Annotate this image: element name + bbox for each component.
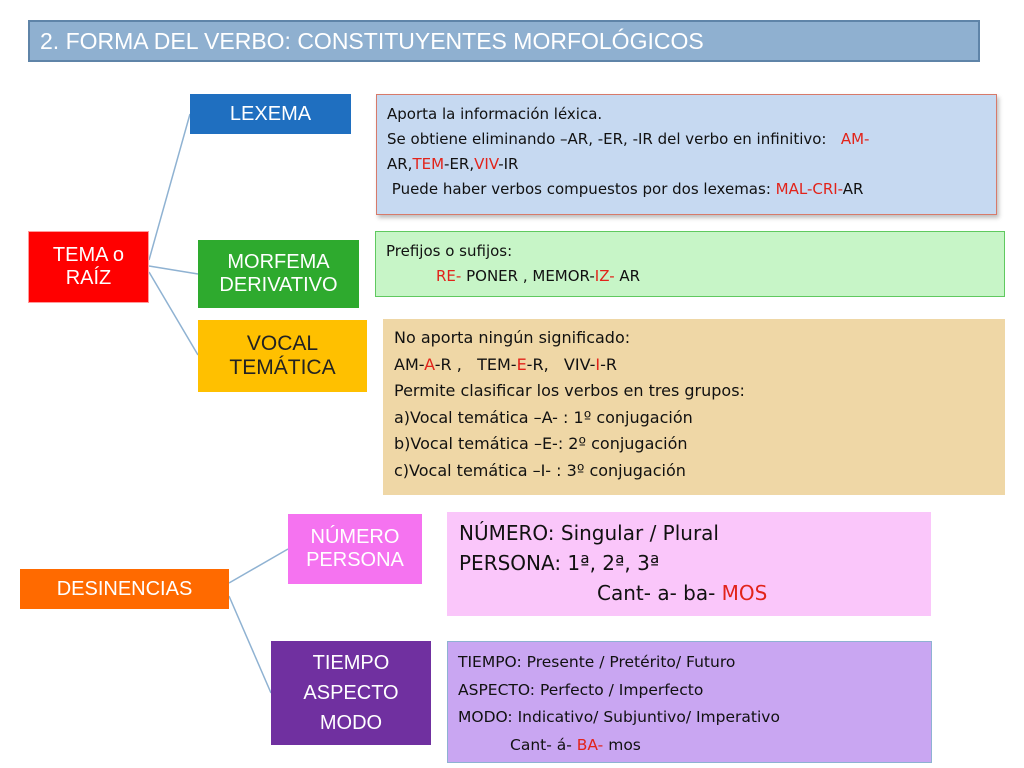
vocal-example: -R <box>600 354 617 374</box>
connector-tema-lexema <box>149 114 190 260</box>
vocal-desc-line-6: c)Vocal temática –I- : 3º conjugación <box>394 460 686 480</box>
lexema-example-viv: VIV <box>474 155 499 173</box>
morfema-example-ar: AR <box>619 267 641 285</box>
connector-tema-morfema <box>149 266 198 274</box>
lexema-example-am: AM- <box>840 130 870 148</box>
tiempo-desc-line-2: ASPECTO: Perfecto / Imperfecto <box>458 680 704 699</box>
connector-desinencias-numero <box>229 549 288 583</box>
tiempo-example-ba: BA- <box>576 735 604 754</box>
numero-persona-node <box>288 514 422 584</box>
node-line: RAÍZ <box>65 267 112 289</box>
numero-desc-line-2: PERSONA: 1ª, 2ª, 3ª <box>459 551 660 575</box>
node-line: TEMÁTICA <box>229 356 336 379</box>
lexema-node <box>190 94 351 134</box>
node-line: NÚMERO <box>310 526 400 548</box>
morfema-example-iz: IZ- <box>594 267 615 285</box>
lexema-example-ir: -IR <box>498 155 519 173</box>
morfema-desc-line-1: Prefijos o sufijos: <box>386 242 513 260</box>
lexema-example-tem: TEM <box>412 155 445 173</box>
node-line: DERIVATIVO <box>219 274 338 296</box>
vocal-desc-line-5: b)Vocal temática –E-: 2º conjugación <box>394 434 688 453</box>
vocal-desc-line-3: Permite clasificar los verbos en tres grupos: <box>394 381 745 400</box>
lexema-description <box>376 94 997 215</box>
node-line: MODO <box>319 712 383 734</box>
tiempo-desc-line-3: MODO: Indicativo/ Subjuntivo/ Imperativo <box>458 708 780 726</box>
vocal-tematica-node <box>198 320 367 392</box>
lexema-desc-line-1: Aporta la información léxica. <box>387 105 603 123</box>
lexema-example-malcri: MAL-CRI- <box>775 180 843 198</box>
node-line: LEXEMA <box>229 102 312 125</box>
desinencias-node <box>20 569 229 609</box>
tiempo-desc-line-4 <box>458 732 923 760</box>
vocal-example: TEM- <box>477 354 517 374</box>
numero-description <box>447 512 931 616</box>
vocal-example: -R , <box>434 354 462 374</box>
numero-example: Cant- a- ba- <box>597 581 716 605</box>
node-line: PERSONA <box>306 549 404 571</box>
connector-tema-vocal <box>149 272 198 355</box>
lexema-desc-line-2 <box>387 127 988 152</box>
lexema-example-ar: AR, <box>387 155 413 173</box>
vocal-example-a: A <box>424 354 435 374</box>
vocal-example: AM- <box>394 354 425 374</box>
tema-raiz-node <box>28 231 149 303</box>
numero-example-mos: MOS <box>721 581 768 605</box>
lexema-desc-text: Se obtiene eliminando –AR, -ER, -IR del verbo en infinitivo: <box>387 130 827 148</box>
vocal-example: -R, <box>526 354 549 374</box>
lexema-example-ar2: AR <box>842 180 864 198</box>
tiempo-aspecto-modo-node <box>271 641 431 745</box>
morfema-derivativo-node <box>198 240 359 308</box>
node-line: MORFEMA <box>227 251 330 273</box>
tiempo-desc-line-1: TIEMPO: Presente / Pretérito/ Futuro <box>458 653 736 671</box>
lexema-example-er: -ER, <box>444 155 475 173</box>
vocal-example-i: I <box>595 354 601 374</box>
morfema-example-re: RE- <box>436 267 462 285</box>
connector-desinencias-tiempo <box>229 596 271 693</box>
node-line: TIEMPO <box>312 652 390 674</box>
node-line: DESINENCIAS <box>56 577 193 600</box>
tiempo-example: Cant- á- <box>510 735 572 754</box>
vocal-example-e: E <box>516 354 527 374</box>
vocal-example: VIV- <box>563 354 596 374</box>
vocal-description <box>383 319 1005 495</box>
lexema-desc-line-3 <box>387 152 988 177</box>
tiempo-description <box>447 641 932 763</box>
morfema-description <box>375 231 1005 297</box>
vocal-desc-line-4: a)Vocal temática –A- : 1º conjugación <box>394 407 693 427</box>
tiempo-example: mos <box>608 735 641 754</box>
lexema-desc-text: Puede haber verbos compuestos por dos lexemas: <box>391 180 771 198</box>
node-line: ASPECTO <box>303 682 399 704</box>
node-line: VOCAL <box>246 332 319 355</box>
vocal-desc-line-2 <box>394 352 997 379</box>
morfema-desc-line-2 <box>386 264 996 289</box>
lexema-desc-line-4 <box>387 177 988 202</box>
numero-desc-line-1: NÚMERO: Singular / Plural <box>459 521 719 545</box>
morfema-example-poner: PONER , MEMOR- <box>466 267 595 285</box>
vocal-desc-line-1: No aporta ningún significado: <box>394 328 631 347</box>
node-line: TEMA o <box>52 244 125 266</box>
slide-title: 2. FORMA DEL VERBO: CONSTITUYENTES MORFOLÓGICOS <box>28 20 980 62</box>
numero-desc-line-3 <box>459 578 923 608</box>
